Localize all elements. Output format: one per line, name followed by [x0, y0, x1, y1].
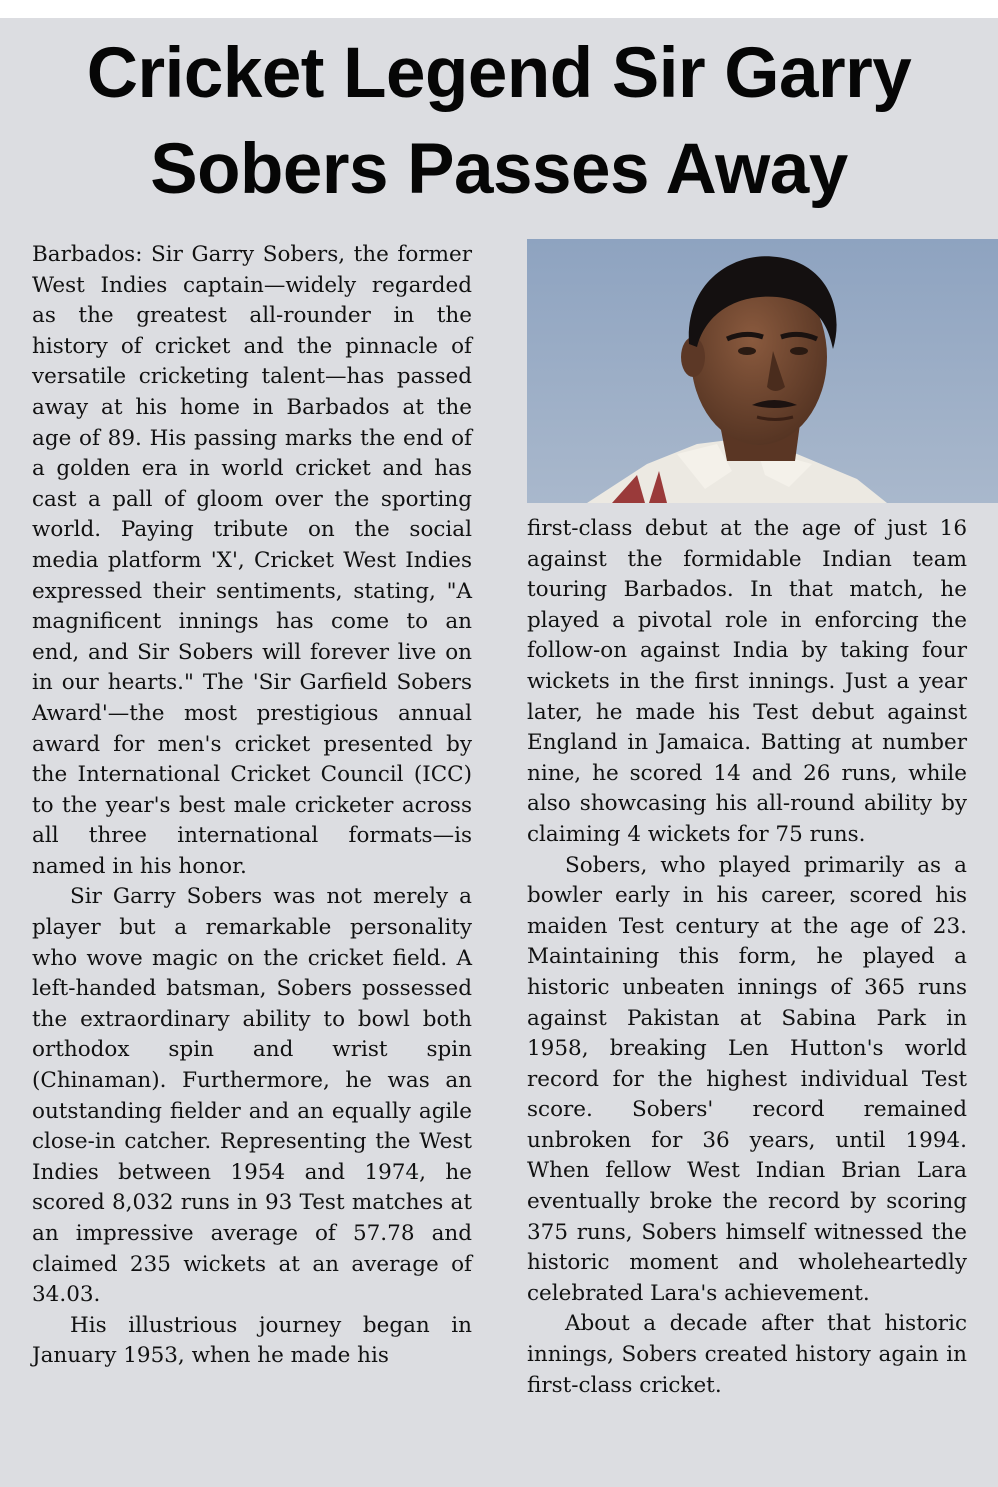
newspaper-clipping [0, 18, 998, 1487]
paragraph-journey: His illustrious journey began in January 1953, when he made his [32, 1312, 472, 1369]
paragraph-record: Sobers, who played primarily as a bowler early in his career, scored his maiden Test century at the age of 23. Maintaining this form, he played a historic unbeaten innings of 365 runs against Pakistan at Sabina Park in 1958, breaking Len Hutton's world record for the highest individual Test score. Sobers' record remained unbroken for 36 years, until 1994. When fellow West Indian Brian Lara eventually broke the record by scoring 375 runs, Sobers himself witnessed the historic moment and wholeheartedly celebrated Lara's achievement. [527, 852, 967, 1306]
paragraph-debut: first-class debut at the age of just 16 against the formidable Indian team touring Barbados. In that match, he played a pivotal role in enforcing the follow-on against India by taking four wickets in the first innings. Just a year later, he made his Test debut against England in Jamaica. Batting at number nine, he scored 14 and 26 runs, while also showcasing his all-round ability by claiming 4 wickets for 75 runs. [527, 516, 967, 847]
paragraph-career: Sir Garry Sobers was not merely a player but a remarkable personality who wove magic on the cricket field. A left-handed batsman, Sobers possessed the extraordinary ability to bowl both orthodox spin and wrist spin (Chinaman). Furthermore, he was an outstanding fielder and an equally agile close-in catcher. Representing the West Indies between 1954 and 1974, he scored 8,032 runs in 93 Test matches at an impressive average of 57.78 and claimed 235 wickets at an average of 34.03. [32, 884, 472, 1308]
article-right-column [527, 514, 967, 1401]
article-left-column [32, 240, 472, 1372]
headline-line-1: Cricket Legend Sir Garry [86, 34, 912, 113]
paragraph-intro: Barbados: Sir Garry Sobers, the former West Indies captain—widely regarded as the greatest all-rounder in the history of cricket and the pinnacle of versatile cricketing talent—has passed away at his home in Barbados at the age of 89. His passing marks the end of a golden era in world cricket and has cast a pall of gloom over the sporting world. Paying tribute on the social media platform 'X', Cricket West Indies expressed their sentiments, stating, "A magnificent innings has come to an end, and Sir Sobers will forever live on in our hearts." The 'Sir Garfield Sobers Award'—the most prestigious annual award for men's cricket presented by the International Cricket Council (ICC) to the year's best male cricketer across all three international formats—is named in his honor. [32, 242, 472, 879]
portrait-photo [527, 239, 998, 503]
headline-line-2: Sobers Passes Away [150, 130, 848, 209]
paragraph-later: About a decade after that historic innings, Sobers created history again in first-class cricket. [527, 1311, 967, 1398]
headline [0, 26, 998, 218]
